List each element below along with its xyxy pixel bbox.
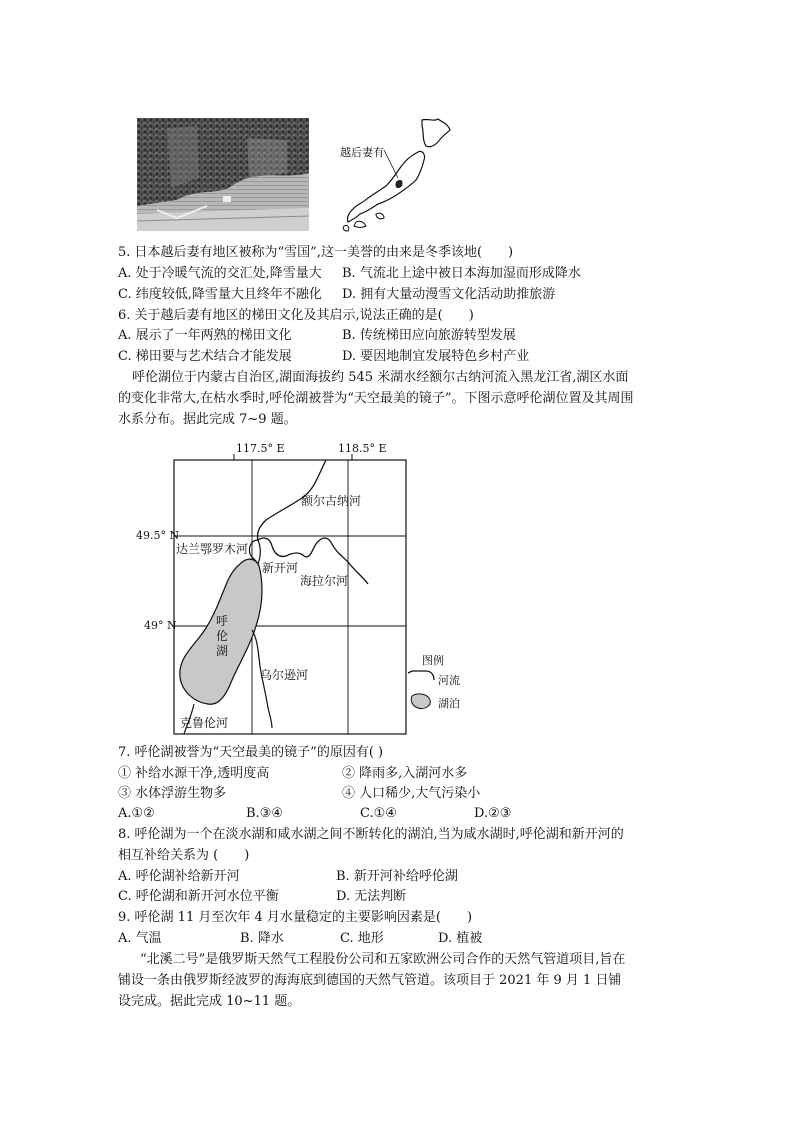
label-lake-char-3: 湖: [216, 644, 229, 658]
intro1-line3: 水系分布。据此完成 7~9 题。: [118, 412, 297, 427]
q7-statement-3: ③ 水体浮游生物多: [118, 786, 227, 801]
intro1-line2: 的变化非常大,在枯水季时,呼伦湖被誉为“天空最美的镜子”。下图示意呼伦湖位置及其周围: [118, 391, 634, 406]
q8-option-c[interactable]: C. 呼伦湖和新开河水位平衡: [118, 889, 279, 904]
q5-option-c[interactable]: C. 纬度较低,降雪量大且终年不融化: [118, 287, 322, 302]
intro2-line3: 设完成。据此完成 10~11 题。: [118, 994, 301, 1009]
q7-statement-1: ① 补给水源干净,透明度高: [118, 766, 270, 781]
label-dalan-river: 达兰鄂罗木河: [176, 542, 249, 556]
japan-label: 越后妻有: [340, 146, 384, 159]
terrace-photo: [137, 118, 309, 231]
q5-option-d[interactable]: D. 拥有大量动漫雪文化活动助推旅游: [342, 287, 556, 302]
q8-option-b[interactable]: B. 新开河补给呼伦湖: [336, 869, 458, 884]
q7-option-d[interactable]: D.②③: [474, 806, 512, 821]
q5-stem: 5. 日本越后妻有地区被称为“雪国”,这一美誉的由来是冬季该地( ): [118, 245, 514, 260]
lat-label-2: 49° N: [144, 619, 177, 632]
intro2-line1: “北溪二号”是俄罗斯天然气工程股份公司和五家欧洲公司合作的天然气管道项目,旨在: [140, 952, 626, 967]
label-wuer-river: 乌尔逊河: [260, 668, 309, 682]
japan-map: [338, 116, 466, 232]
q7-option-b[interactable]: B.③④: [246, 806, 283, 821]
q7-statement-2: ② 降雨多,入湖河水多: [342, 766, 468, 781]
q7-statement-4: ④ 人口稀少,大气污染小: [342, 786, 481, 801]
q6-option-d[interactable]: D. 要因地制宜发展特色乡村产业: [342, 349, 530, 364]
q9-option-a[interactable]: A. 气温: [118, 931, 162, 946]
lat-label-1: 49.5° N: [136, 529, 180, 542]
legend-river-label: 河流: [438, 674, 460, 687]
q9-stem: 9. 呼伦湖 11 月至次年 4 月水量稳定的主要影响因素是( ): [118, 910, 473, 925]
label-xinkai-river: 新开河: [262, 561, 299, 575]
label-hailar-river: 海拉尔河: [300, 574, 349, 588]
q7-option-c[interactable]: C.①④: [360, 806, 397, 821]
q9-option-c[interactable]: C. 地形: [340, 931, 384, 946]
q8-stem-line2: 相互补给关系为 ( ): [118, 848, 250, 863]
label-lake-char-1: 呼: [216, 614, 229, 628]
q5-option-b[interactable]: B. 气流北上途中被日本海加湿而形成降水: [342, 266, 581, 281]
q7-option-a[interactable]: A.①②: [118, 806, 155, 821]
label-kelun-river: 克鲁伦河: [180, 716, 229, 730]
label-lake-char-2: 伦: [216, 629, 229, 643]
q9-option-d[interactable]: D. 植被: [438, 931, 483, 946]
q7-stem: 7. 呼伦湖被誉为“天空最美的镜子”的原因有( ): [118, 745, 384, 760]
intro2-line2: 铺设一条由俄罗斯经波罗的海海底到德国的天然气管道。该项目于 2021 年 9 月 1 日铺: [118, 973, 622, 988]
q6-stem: 6. 关于越后妻有地区的梯田文化及其启示,说法正确的是( ): [118, 308, 474, 323]
lon-label-1: 117.5° E: [236, 442, 285, 455]
q8-stem-line1: 8. 呼伦湖为一个在淡水湖和咸水湖之间不断转化的湖泊,当为咸水湖时,呼伦湖和新开河的: [118, 827, 624, 842]
legend-lake-label: 湖泊: [438, 697, 460, 710]
q8-option-d[interactable]: D. 无法判断: [336, 889, 407, 904]
q9-option-b[interactable]: B. 降水: [240, 931, 284, 946]
q6-option-c[interactable]: C. 梯田要与艺术结合才能发展: [118, 349, 292, 364]
intro1-line1: 呼伦湖位于内蒙古自治区,湖面海拔约 545 米湖水经额尔古纳河流入黑龙江省,湖区水面: [132, 370, 629, 385]
label-ergun-river: 额尔古纳河: [301, 494, 362, 508]
q8-option-a[interactable]: A. 呼伦湖补给新开河: [118, 869, 240, 884]
q6-option-b[interactable]: B. 传统梯田应向旅游转型发展: [342, 328, 516, 343]
q6-option-a[interactable]: A. 展示了一年两熟的梯田文化: [118, 328, 292, 343]
lon-label-2: 118.5° E: [338, 442, 387, 455]
q5-option-a[interactable]: A. 处于冷暖气流的交汇处,降雪量大: [118, 266, 322, 281]
hulun-lake-map: [136, 440, 496, 740]
legend-title: 图例: [422, 654, 444, 667]
